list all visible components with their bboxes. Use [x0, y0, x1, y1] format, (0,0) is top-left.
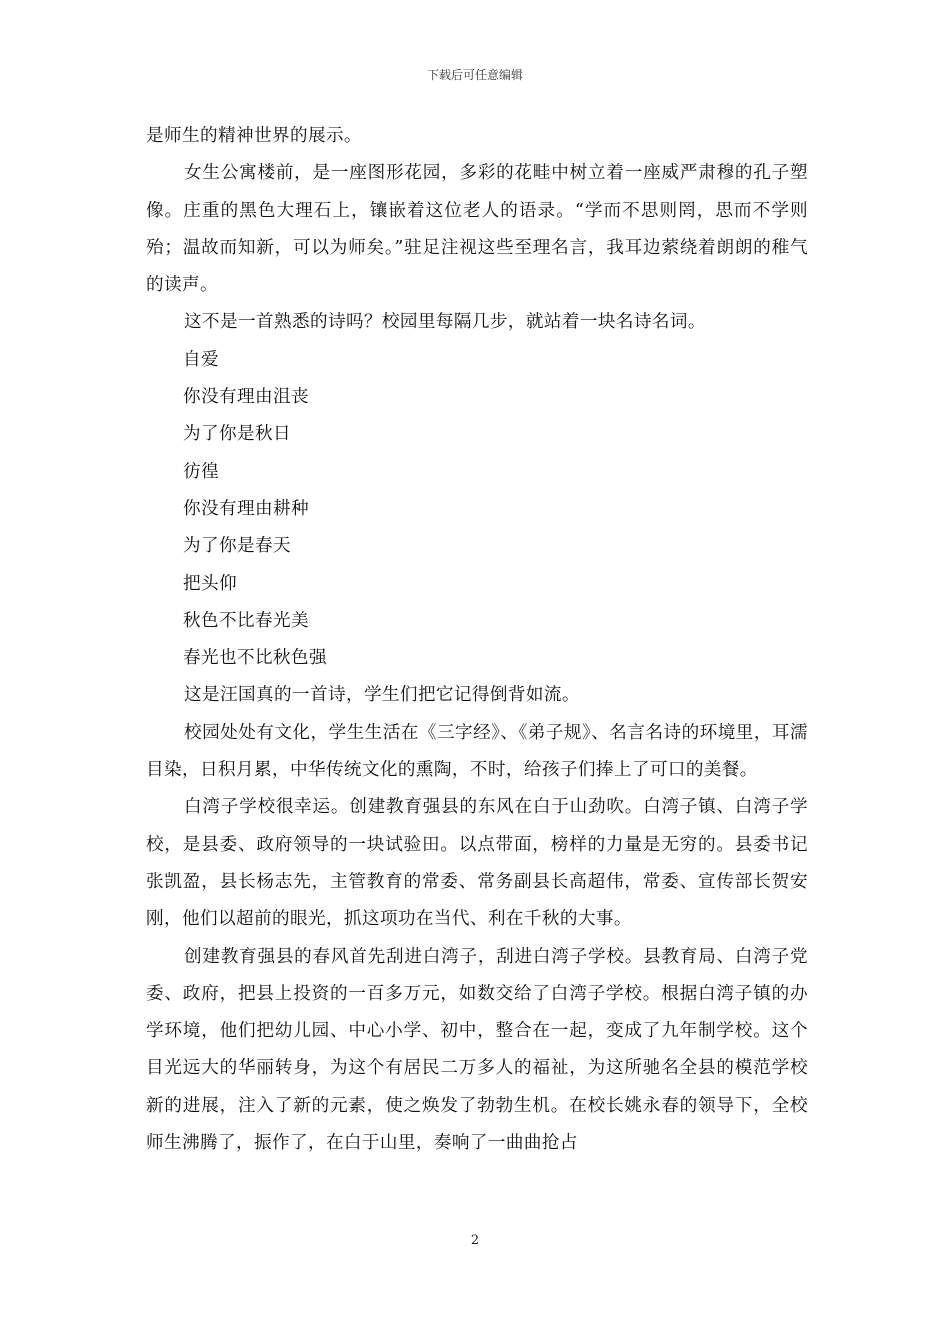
- paragraph: 校园处处有文化，学生生活在《三字经》、《弟子规》、名言名诗的环境里，耳濡目染，日积月累，中华传统文化的熏陶，不时，给孩子们捧上了可口的美餐。: [146, 722, 808, 781]
- page-number: 2: [470, 1233, 480, 1248]
- poem-line: 自爱: [183, 349, 219, 370]
- poem-line: 春光也不比秋色强: [183, 648, 327, 669]
- poem-line: 彷徨: [183, 461, 219, 482]
- paragraph: 白湾子学校很幸运。创建教育强县的东风在白于山劲吹。白湾子镇、白湾子学校，是县委、政府领导的一块试验田。以点带面，榜样的力量是无穷的。县委书记张凯盈，县长杨志先，主管教育的常委、常务副县长高超伟，常委、宣传部长贺安刚，他们以超前的眼光，抓这项功在当代、利在千秋的大事。: [146, 797, 808, 930]
- poem-line: 为了你是春天: [183, 536, 291, 557]
- poem-line: 你没有理由沮丧: [183, 387, 309, 408]
- paragraph: 创建教育强县的春风首先刮进白湾子，刮进白湾子学校。县教育局、白湾子党委、政府，把县上投资的一百多万元，如数交给了白湾子学校。根据白湾子镇的办学环境，他们把幼儿园、中心小学、初中，整合在一起，变成了九年制学校。这个目光远大的华丽转身，为这个有居民二万多人的福祉，为这所驰名全县的模范学校新的进展，注入了新的元素，使之焕发了勃勃生机。在校长姚永春的领导下，全校师生沸腾了，振作了，在白于山里，奏响了一曲曲抢占: [146, 946, 808, 1154]
- poem-line: 把头仰: [183, 573, 237, 594]
- paragraph: 是师生的精神世界的展示。: [146, 126, 362, 146]
- poem-line: 秋色不比春光美: [183, 610, 309, 631]
- poem-line: 你没有理由耕种: [183, 498, 309, 519]
- document-body: [146, 118, 808, 1162]
- page-header: 下载后可任意编辑: [426, 68, 523, 82]
- paragraph: 这是汪国真的一首诗，学生们把它记得倒背如流。: [184, 685, 580, 706]
- paragraph: 女生公寓楼前，是一座图形花园，多彩的花畦中树立着一座威严肃穆的孔子塑像。庄重的黑色大理石上，镶嵌着这位老人的语录。“学而不思则罔，思而不学则殆；温故而知新，可以为师矣。”驻足注视这些至理名言，我耳边萦绕着朗朗的稚气的读声。: [146, 163, 808, 296]
- paragraph: 这不是一首熟悉的诗吗？校园里每隔几步，就站着一块名诗名词。: [184, 312, 706, 333]
- poem-line: 为了你是秋日: [183, 424, 291, 445]
